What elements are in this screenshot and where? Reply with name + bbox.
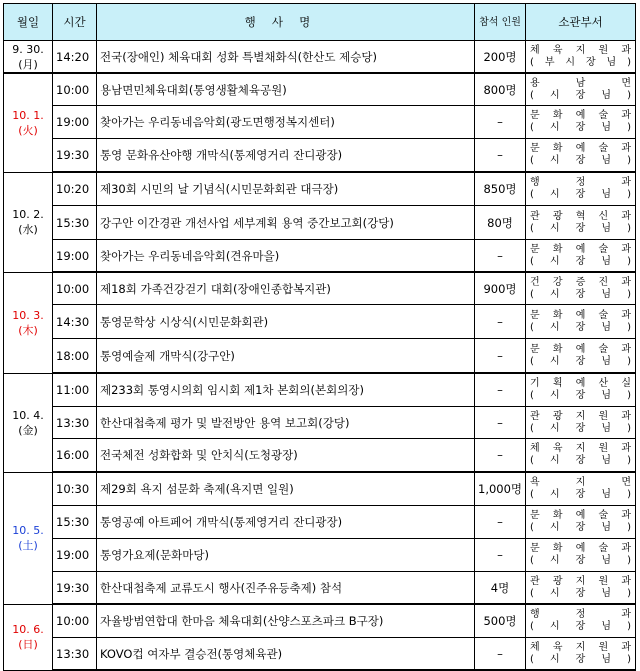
time-cell: 18:00 xyxy=(53,339,97,374)
table-row xyxy=(4,172,636,206)
table-row xyxy=(4,472,636,506)
time-cell: 13:30 xyxy=(53,638,97,671)
attendance-cell: – xyxy=(475,539,526,572)
dept-cell xyxy=(526,172,636,206)
dept-name: 관 광 지 원 과 xyxy=(530,575,632,587)
dept-name: 기 획 예 산 실 xyxy=(530,378,632,389)
dept-attendee: ( 시 장 님 ) xyxy=(530,587,631,599)
attendance-cell: – xyxy=(475,638,526,671)
event-cell: 전국체전 성화합화 및 안치식(도청광장) xyxy=(97,439,475,473)
event-cell: 전국(장애인) 체육대회 성화 특별채화식(한산도 제승당) xyxy=(97,41,475,74)
dept-name: 문 화 예 술 과 xyxy=(530,543,632,554)
dept-attendee: ( 시 장 님 ) xyxy=(530,422,631,434)
dept-name: 행 정 과 xyxy=(530,609,632,620)
time-cell: 13:30 xyxy=(53,407,97,439)
dept-cell xyxy=(526,439,636,473)
dept-attendee: ( 시 장 님 ) xyxy=(530,155,631,166)
dept-attendee: ( 시 장 님 ) xyxy=(530,390,631,401)
table-row xyxy=(4,572,636,605)
attendance-cell: 1,000명 xyxy=(475,472,526,506)
dept-cell xyxy=(526,73,636,106)
header-date: 월일 xyxy=(4,4,53,41)
event-cell: 한산대첩축제 평가 및 발전방안 용역 보고회(강당) xyxy=(97,407,475,439)
dept-cell xyxy=(526,139,636,173)
event-cell: 통영가요제(문화마당) xyxy=(97,539,475,572)
dept-attendee: ( 시 장 님 ) xyxy=(530,355,631,367)
table-row xyxy=(4,272,636,305)
table-row xyxy=(4,305,636,339)
header-dept: 소관부서 xyxy=(526,4,636,41)
dept-cell xyxy=(526,407,636,439)
attendance-cell: 200명 xyxy=(475,41,526,74)
table-row xyxy=(4,41,636,74)
weekday-line: (土) xyxy=(18,539,38,552)
dept-cell xyxy=(526,539,636,572)
dept-cell xyxy=(526,272,636,305)
schedule-table xyxy=(3,3,636,671)
dept-name: 문 화 예 술 과 xyxy=(530,309,632,321)
date-cell xyxy=(4,472,53,604)
dept-attendee: ( 시 장 님 ) xyxy=(530,222,631,234)
weekday-line: (水) xyxy=(18,223,38,236)
dept-name: 문 화 예 술 과 xyxy=(530,343,632,355)
attendance-cell: – xyxy=(475,240,526,273)
event-cell: 찾아가는 우리동네음악회(견유마을) xyxy=(97,240,475,273)
dept-cell xyxy=(526,41,636,74)
attendance-cell: 500명 xyxy=(475,604,526,638)
event-cell: 제30회 시민의 날 기념식(시민문화회관 대극장) xyxy=(97,172,475,206)
weekday-line: (火) xyxy=(18,123,38,137)
date-cell xyxy=(4,172,53,272)
event-cell: 한산대첩축제 교류도시 행사(진주유등축제) 참석 xyxy=(97,572,475,605)
weekday-line: (日) xyxy=(18,638,38,651)
dept-name: 관 광 지 원 과 xyxy=(530,410,632,422)
time-cell: 11:00 xyxy=(53,373,97,407)
event-cell: 통영공예 아트페어 개막식(통제영거리 잔디광장) xyxy=(97,506,475,539)
dept-name: 문 화 예 술 과 xyxy=(530,143,632,154)
attendance-cell: 4명 xyxy=(475,572,526,605)
dept-cell xyxy=(526,638,636,671)
event-cell: 용남면민체육대회(통영생활체육공원) xyxy=(97,73,475,106)
attendance-cell: – xyxy=(475,305,526,339)
dept-cell xyxy=(526,305,636,339)
date-cell xyxy=(4,41,53,74)
dept-cell xyxy=(526,572,636,605)
header-attendance: 참석 인원 xyxy=(475,4,526,41)
dept-cell xyxy=(526,506,636,539)
event-cell: 제18회 가족건강걷기 대회(장애인종합복지관) xyxy=(97,272,475,305)
date-cell xyxy=(4,604,53,670)
dept-name: 체 육 지 원 과 xyxy=(530,44,632,56)
table-row xyxy=(4,407,636,439)
dept-attendee: ( 시 장 님 ) xyxy=(530,555,631,566)
time-cell: 19:00 xyxy=(53,539,97,572)
attendance-cell: – xyxy=(475,506,526,539)
event-cell: 제29회 욕지 섬문화 축제(욕지면 일원) xyxy=(97,472,475,506)
dept-cell xyxy=(526,604,636,638)
dept-cell xyxy=(526,339,636,374)
table-row xyxy=(4,240,636,273)
dept-name: 체 육 지 원 과 xyxy=(530,443,632,454)
date-line: 10. 3. xyxy=(12,308,44,322)
table-row xyxy=(4,539,636,572)
dept-name: 체 육 지 원 과 xyxy=(530,641,632,653)
time-cell: 19:30 xyxy=(53,572,97,605)
dept-cell xyxy=(526,206,636,240)
dept-attendee: ( 시 장 님 ) xyxy=(530,89,631,101)
schedule-body xyxy=(4,41,636,671)
dept-name: 문 화 예 술 과 xyxy=(530,510,632,521)
time-cell: 15:30 xyxy=(53,506,97,539)
time-cell: 19:30 xyxy=(53,139,97,173)
dept-attendee: ( 시 장 님 ) xyxy=(530,653,631,665)
dept-attendee: ( 시 장 님 ) xyxy=(530,522,631,533)
dept-attendee: ( 부 시 장 님 ) xyxy=(530,56,631,68)
attendance-cell: – xyxy=(475,373,526,407)
event-cell: 찾아가는 우리동네음악회(광도면행정복지센터) xyxy=(97,106,475,139)
time-cell: 10:00 xyxy=(53,73,97,106)
dept-attendee: ( 시 장 님 ) xyxy=(530,288,631,300)
dept-attendee: ( 시 장 님 ) xyxy=(530,455,631,466)
date-line: 10. 1. xyxy=(12,108,44,122)
header-row xyxy=(4,4,636,41)
event-cell: 통영 문화유산야행 개막식(통제영거리 잔디광장) xyxy=(97,139,475,173)
date-line: 10. 4. xyxy=(12,408,44,422)
dept-attendee: ( 시 장 님 ) xyxy=(530,255,631,267)
header-time: 시간 xyxy=(53,4,97,41)
event-cell: 강구안 이간경관 개선사업 세부계획 용역 중간보고회(강당) xyxy=(97,206,475,240)
event-cell: 통영문학상 시상식(시민문화회관) xyxy=(97,305,475,339)
date-line: 9. 30. xyxy=(12,42,44,56)
dept-name: 문 화 예 술 과 xyxy=(530,110,632,121)
attendance-cell: – xyxy=(475,339,526,374)
weekday-line: (木) xyxy=(18,323,38,337)
dept-attendee: ( 시 장 님 ) xyxy=(530,189,631,200)
dept-cell xyxy=(526,106,636,139)
time-cell: 14:30 xyxy=(53,305,97,339)
time-cell: 10:00 xyxy=(53,604,97,638)
table-row xyxy=(4,73,636,106)
attendance-cell: – xyxy=(475,439,526,473)
table-row xyxy=(4,604,636,638)
dept-name: 행 정 과 xyxy=(530,177,632,188)
dept-attendee: ( 시 장 님 ) xyxy=(530,321,631,333)
table-row xyxy=(4,206,636,240)
time-cell: 19:00 xyxy=(53,240,97,273)
date-cell xyxy=(4,73,53,172)
attendance-cell: – xyxy=(475,106,526,139)
time-cell: 16:00 xyxy=(53,439,97,473)
table-row xyxy=(4,106,636,139)
date-cell xyxy=(4,373,53,472)
dept-name: 문 화 예 술 과 xyxy=(530,243,632,255)
table-row xyxy=(4,373,636,407)
date-line: 10. 5. xyxy=(12,524,44,537)
event-cell: 자율방범연합대 한마음 체육대회(산양스포츠파크 B구장) xyxy=(97,604,475,638)
time-cell: 19:00 xyxy=(53,106,97,139)
table-row xyxy=(4,439,636,473)
table-row xyxy=(4,506,636,539)
attendance-cell: 800명 xyxy=(475,73,526,106)
dept-name: 용 남 면 xyxy=(530,77,632,89)
dept-cell xyxy=(526,472,636,506)
date-line: 10. 6. xyxy=(12,623,44,636)
time-cell: 10:00 xyxy=(53,272,97,305)
dept-cell xyxy=(526,240,636,273)
event-cell: KOVO컵 여자부 결승전(통영체육관) xyxy=(97,638,475,671)
date-cell xyxy=(4,272,53,373)
dept-name: 관 광 혁 신 과 xyxy=(530,210,632,222)
dept-name: 욕 지 면 xyxy=(530,477,632,488)
date-line: 10. 2. xyxy=(12,208,44,221)
dept-name: 건 강 증 진 과 xyxy=(530,276,632,288)
time-cell: 10:30 xyxy=(53,472,97,506)
attendance-cell: – xyxy=(475,139,526,173)
attendance-cell: 900명 xyxy=(475,272,526,305)
time-cell: 15:30 xyxy=(53,206,97,240)
table-row xyxy=(4,139,636,173)
weekday-line: (月) xyxy=(18,57,38,71)
header-event-label: 행사명 xyxy=(244,15,327,29)
dept-attendee: ( 시 장 님 ) xyxy=(530,489,631,500)
header-event xyxy=(97,4,475,41)
table-row xyxy=(4,638,636,671)
attendance-cell: – xyxy=(475,407,526,439)
dept-attendee: ( 시 장 님 ) xyxy=(530,122,631,133)
time-cell: 14:20 xyxy=(53,41,97,74)
schedule-sheet xyxy=(3,3,636,671)
attendance-cell: 80명 xyxy=(475,206,526,240)
dept-cell xyxy=(526,373,636,407)
attendance-cell: 850명 xyxy=(475,172,526,206)
weekday-line: (金) xyxy=(18,423,38,437)
dept-attendee: ( 시 장 님 ) xyxy=(530,621,631,632)
event-cell: 통영예술제 개막식(강구안) xyxy=(97,339,475,374)
event-cell: 제233회 통영시의회 임시회 제1차 본회의(본회의장) xyxy=(97,373,475,407)
table-row xyxy=(4,339,636,374)
time-cell: 10:20 xyxy=(53,172,97,206)
